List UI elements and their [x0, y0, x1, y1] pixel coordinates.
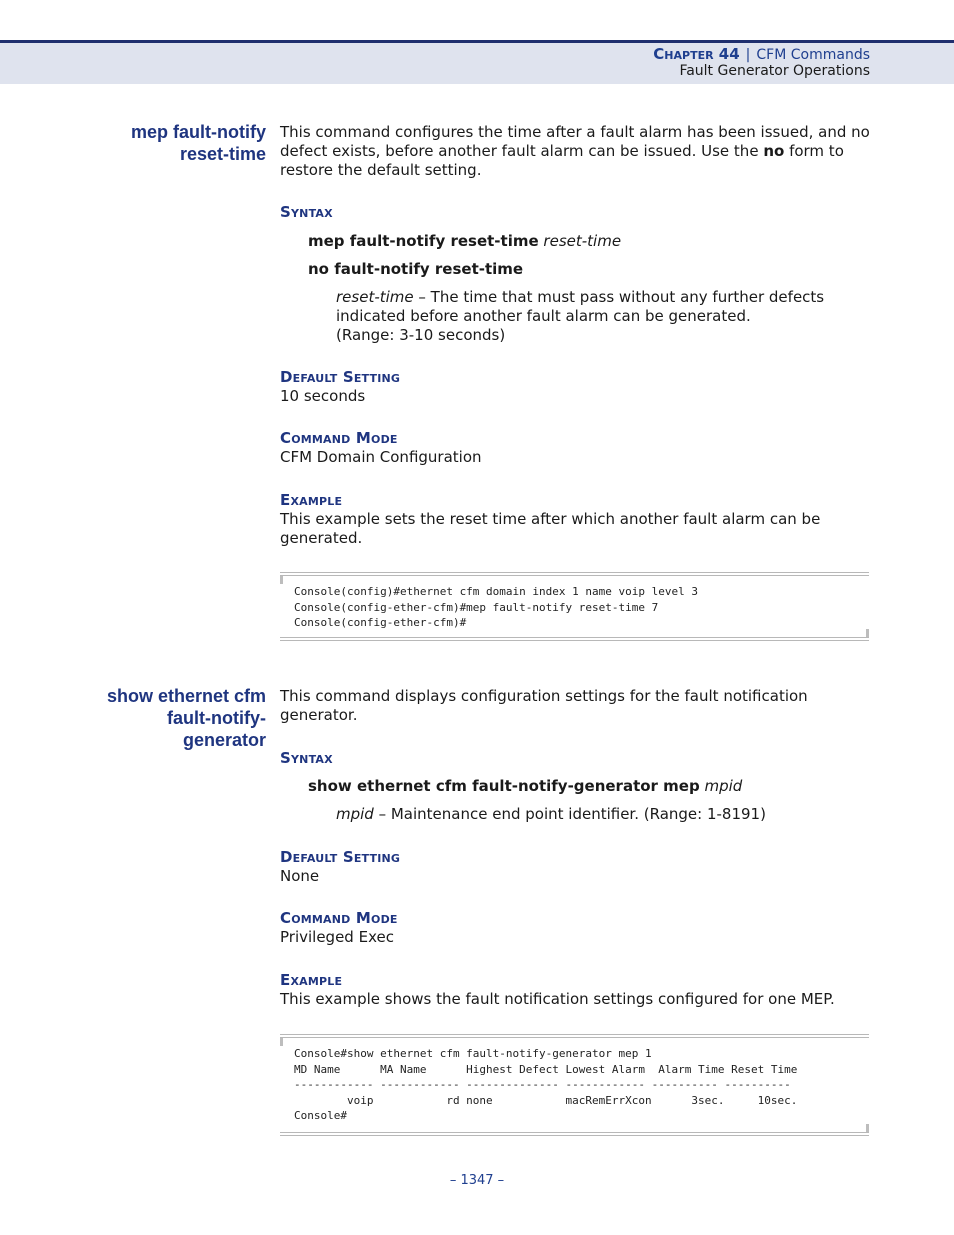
code-line: ------------ ------------ -------------- ------------ ---------- ---------- — [294, 1078, 791, 1091]
syntax-line: mep fault-notify reset-time reset-time — [308, 232, 622, 250]
page-number: – 1347 – — [449, 1173, 505, 1188]
example-description: This example shows the fault notification settings configured for one MEP. — [280, 990, 835, 1008]
example-description: This example sets the reset time after which another fault alarm can be generated. — [280, 510, 821, 547]
default-setting-value: 10 seconds — [280, 387, 366, 405]
parameter-description: reset-time – The time that must pass without any further defects indicated before another fault alarm can be generated. (Range: 3-10 seconds) — [336, 288, 825, 344]
command-mode-heading: Command Mode — [280, 429, 398, 447]
command-mode-value: Privileged Exec — [280, 928, 394, 946]
default-setting-heading: Default Setting — [280, 368, 401, 386]
code-example — [280, 1034, 869, 1136]
command-description: This command configures the time after a fault alarm has been issued, and no defect exists, before another fault alarm can be issued. Use the no form to restore the default setting. — [280, 123, 870, 179]
command-title-line: generator — [182, 730, 266, 750]
syntax-heading: Syntax — [280, 203, 333, 221]
syntax-line-no: no fault-notify reset-time — [308, 260, 524, 278]
code-line: MD Name MA Name Highest Defect Lowest Alarm Alarm Time Reset Time — [294, 1062, 798, 1076]
command-title-line: fault-notify- — [167, 708, 266, 728]
default-setting-value: None — [280, 867, 320, 885]
default-setting-heading: Default Setting — [280, 848, 401, 866]
example-heading: Example — [280, 971, 343, 989]
command-title-line: show ethernet cfm — [106, 686, 266, 706]
command-mode-heading: Command Mode — [280, 909, 398, 927]
command-title-fault-notify-generator — [66, 685, 266, 751]
command-description: This command displays configuration settings for the fault notification generator. — [280, 687, 808, 724]
code-line: Console#show ethernet cfm fault-notify-generator mep 1 — [294, 1047, 652, 1060]
syntax-line: show ethernet cfm fault-notify-generator mep mpid — [308, 777, 743, 795]
command-title-line: mep fault-notify — [131, 122, 266, 142]
code-line: Console(config-ether-cfm)# — [294, 616, 467, 629]
syntax-heading: Syntax — [280, 749, 333, 767]
command-title-reset-time — [66, 121, 266, 165]
code-line: Console(config)#ethernet cfm domain index 1 name voip level 3 — [294, 585, 698, 598]
code-line: Console(config-ether-cfm)#mep fault-notify reset-time 7 — [294, 600, 659, 614]
code-line: voip rd none macRemErrXcon 3sec. 10sec. — [294, 1093, 798, 1107]
example-heading: Example — [280, 491, 343, 509]
parameter-description: mpid – Maintenance end point identifier. (Range: 1-8191) — [336, 805, 766, 823]
header-separator: | — [745, 47, 751, 63]
code-line: Console# — [294, 1109, 347, 1122]
chapter-label: Chapter 44 — [653, 45, 740, 63]
chapter-header — [653, 45, 870, 63]
command-title-line: reset-time — [179, 144, 266, 164]
no-keyword: no — [763, 142, 785, 160]
command-mode-value: CFM Domain Configuration — [280, 448, 482, 466]
chapter-section: CFM Commands — [756, 47, 870, 63]
code-example — [280, 572, 869, 641]
chapter-subtitle: Fault Generator Operations — [679, 63, 870, 79]
